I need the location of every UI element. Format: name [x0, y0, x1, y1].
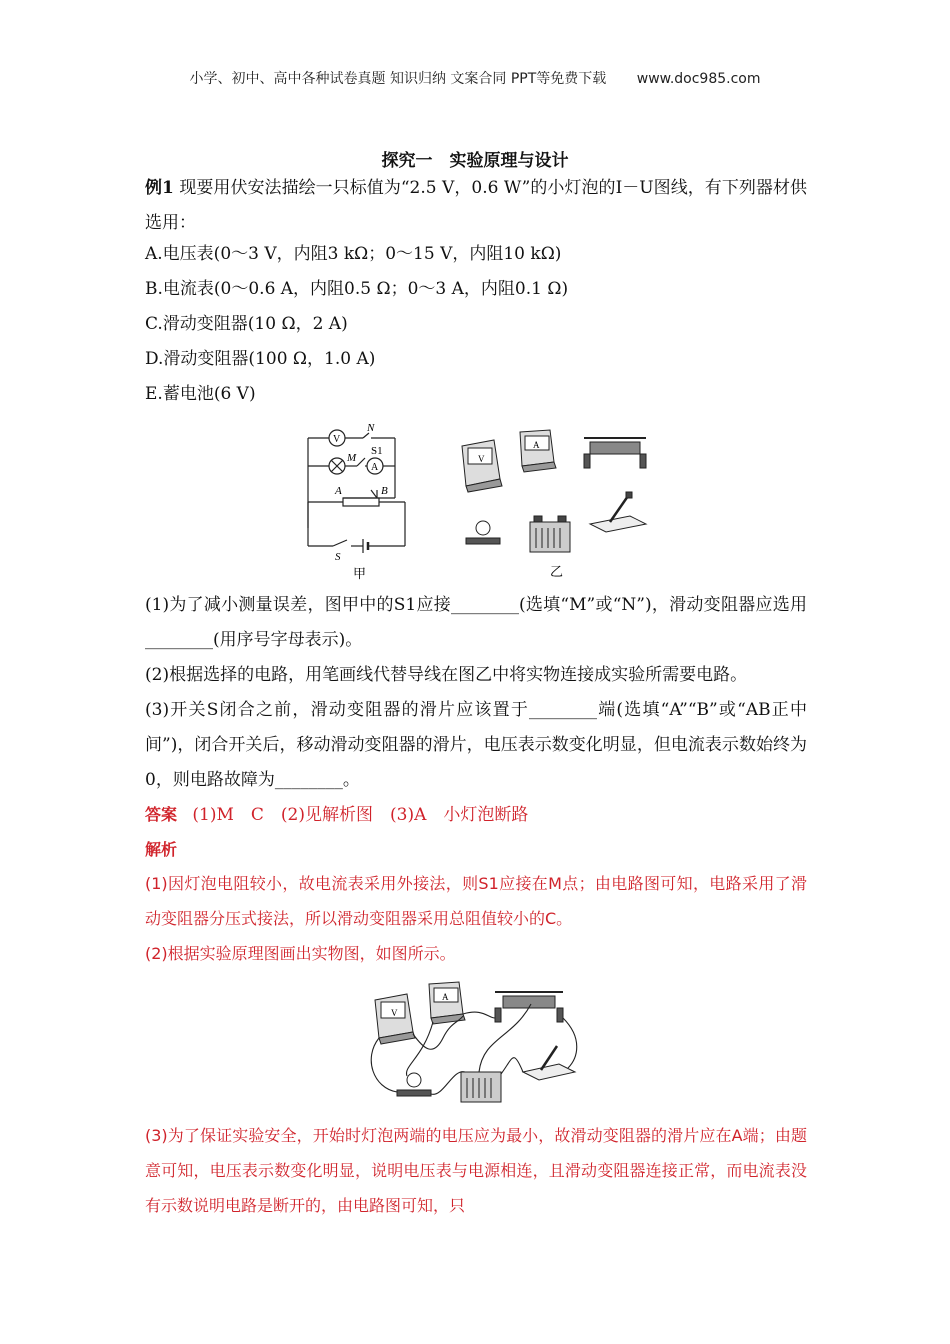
- answer-line: [145, 797, 528, 833]
- answer-text: (1)M C (2)见解析图 (3)A 小灯泡断路: [192, 805, 529, 825]
- header-text: 小学、初中、高中各种试卷真题 知识归纳 文案合同 PPT等免费下载: [189, 71, 607, 87]
- section-title: 探究一 实验原理与设计: [381, 151, 569, 171]
- connected-apparatus-figure: [363, 978, 588, 1108]
- analysis-p3: (3)为了保证实验安全，开始时灯泡两端的电压应为最小，故滑动变阻器的滑片应在A端；由题意可知，电压表示数变化明显，说明电压表与电源相连，且滑动变阻器连接正常，而电流表没有示数说明电路是断开的，由电路图可知，只: [145, 1126, 807, 1215]
- voltmeter-icon: [462, 440, 502, 492]
- connected-battery-icon: [461, 1072, 501, 1102]
- option-d: D.滑动变阻器(100 Ω，1.0 A): [145, 349, 376, 369]
- circuit-label-m: M: [347, 452, 357, 464]
- connected-bulb-icon: [397, 1073, 431, 1096]
- analysis-p2: (2)根据实验原理图画出实物图，如图所示。: [145, 944, 456, 963]
- option-c: C.滑动变阻器(10 Ω，2 A): [145, 314, 348, 334]
- option-a: A.电压表(0～3 V，内阻3 kΩ；0～15 V，内阻10 kΩ): [145, 244, 562, 264]
- ammeter-icon: [520, 430, 556, 472]
- page-header: [0, 68, 950, 88]
- connected-voltmeter-icon: [375, 994, 415, 1044]
- switch-icon: [590, 492, 646, 532]
- example-intro-text: 现要用伏安法描绘一只标值为“2.5 V，0.6 W”的小灯泡的I－U图线，有下列器材供选用：: [145, 178, 807, 233]
- question-1: (1)为了减小测量误差，图甲中的S1应接________(选填“M”或“N”)，滑动变阻器应选用________(用序号字母表示)。: [145, 595, 807, 650]
- apparatus-label-v: V: [478, 454, 485, 464]
- option-e: E.蓄电池(6 V): [145, 384, 256, 404]
- answer-label: 答案: [145, 805, 178, 824]
- question-3: (3)开关S闭合之前，滑动变阻器的滑片应该置于________端(选填“A”“B”或“AB正中间”)，闭合开关后，移动滑动变阻器的滑片，电压表示数变化明显，但电流表示数始终为0，则电路故障为________。: [145, 700, 807, 790]
- circuit-label-a-point: A: [335, 485, 342, 497]
- circuit-label-b-point: B: [381, 485, 388, 497]
- example-label: 例1: [145, 178, 174, 198]
- circuit-label-n: N: [367, 422, 375, 434]
- circuit-label-v: V: [333, 434, 341, 445]
- analysis-label: 解析: [145, 840, 178, 859]
- apparatus-label-a: A: [533, 440, 540, 450]
- connected-ammeter-icon: [429, 982, 465, 1024]
- connected-label-v: V: [391, 1008, 398, 1018]
- battery-icon: [530, 516, 570, 552]
- bulb-icon: [466, 521, 500, 544]
- connected-switch-icon: [523, 1046, 575, 1080]
- figure-label-jia: 甲: [353, 566, 367, 581]
- circuit-label-s: S: [335, 551, 341, 563]
- question-2: (2)根据选择的电路，用笔画线代替导线在图乙中将实物连接成实验所需要电路。: [145, 665, 748, 685]
- circuit-label-a: A: [371, 462, 379, 473]
- apparatus-figure: [450, 424, 660, 584]
- circuit-label-s1: S1: [371, 445, 383, 457]
- header-site[interactable]: www.doc985.com: [636, 71, 761, 87]
- analysis-p1: (1)因灯泡电阻较小，故电流表采用外接法，则S1应接在M点；由电路图可知，电路采用了滑动变阻器分压式接法，所以滑动变阻器采用总阻值较小的C。: [145, 874, 807, 928]
- rheostat-icon: [584, 438, 646, 468]
- option-b: B.电流表(0～0.6 A，内阻0.5 Ω；0～3 A，内阻0.1 Ω): [145, 279, 569, 299]
- connected-label-a: A: [442, 992, 449, 1002]
- example-intro: [145, 171, 807, 241]
- figure-label-yi: 乙: [550, 564, 564, 579]
- circuit-diagram: [295, 418, 425, 583]
